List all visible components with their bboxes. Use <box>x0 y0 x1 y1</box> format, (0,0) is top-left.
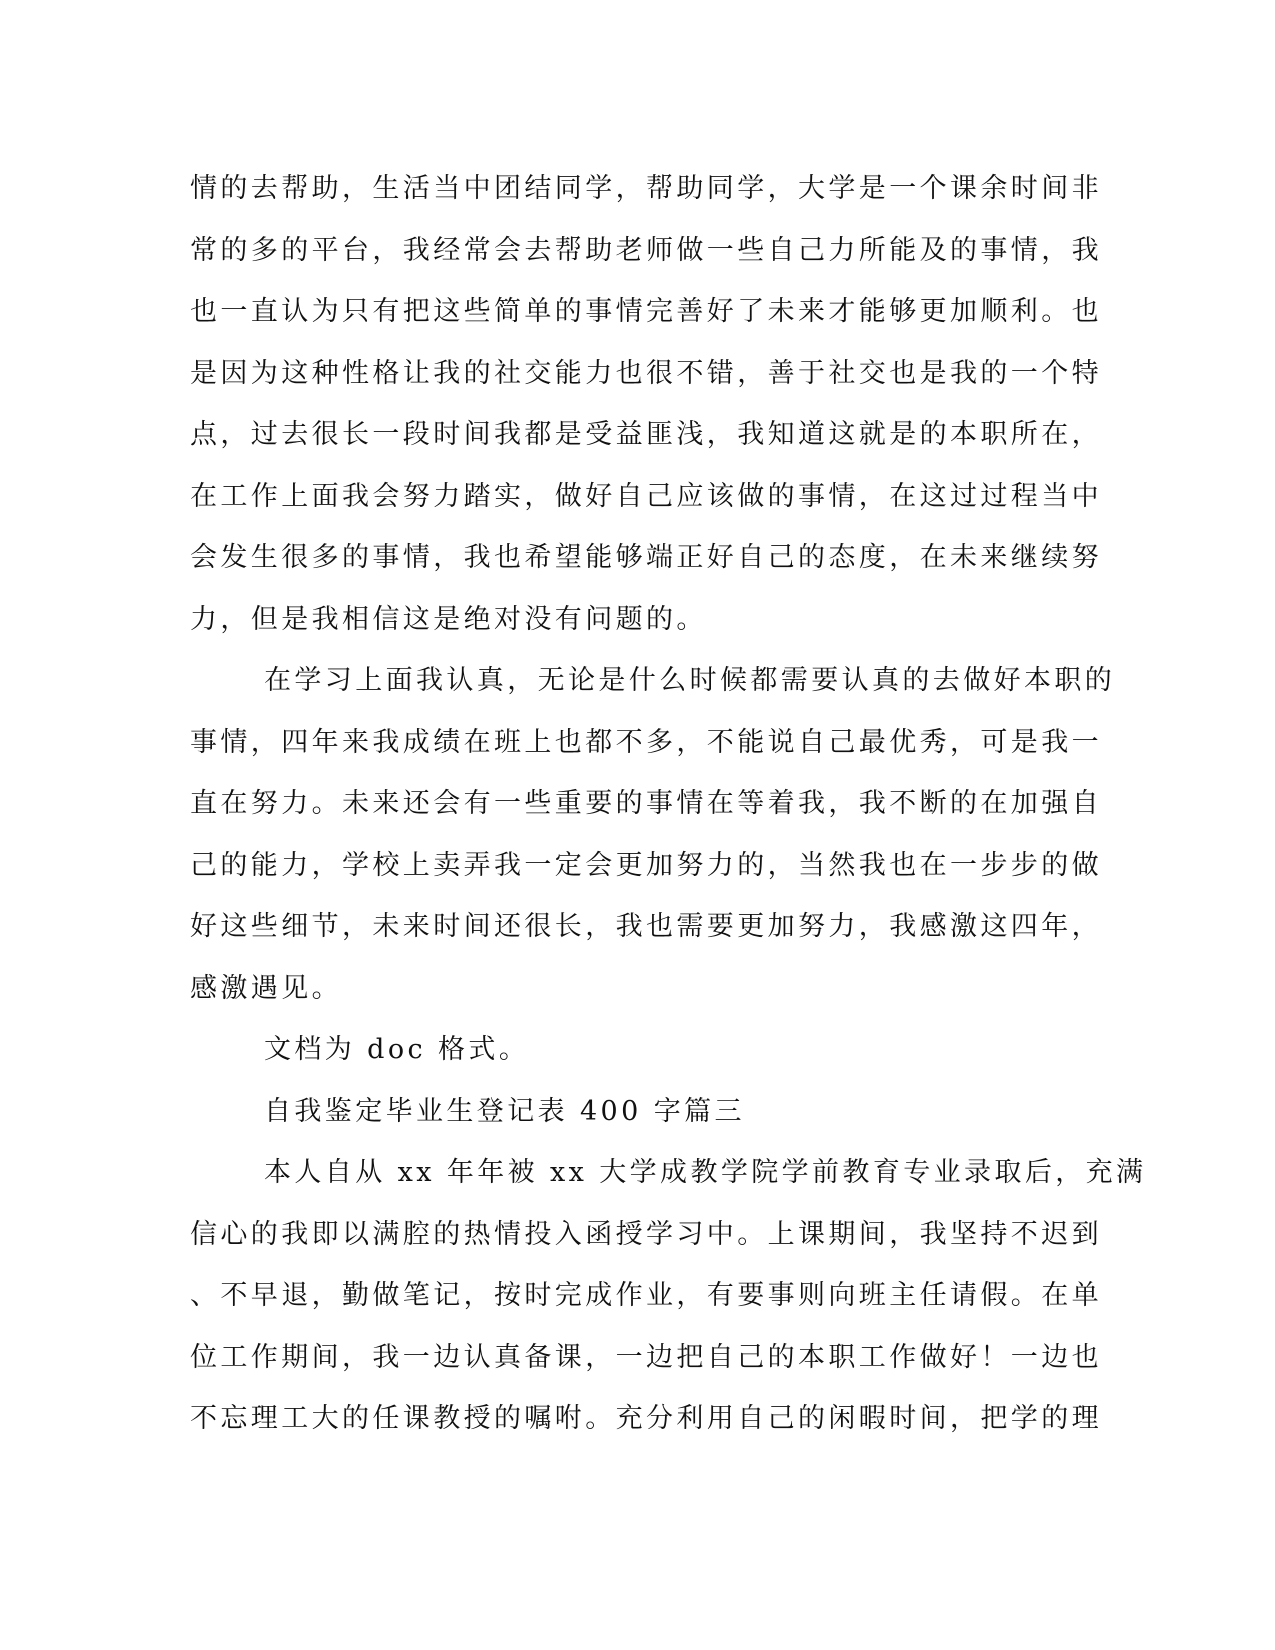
text-line: 也一直认为只有把这些简单的事情完善好了未来才能够更加顺利。也 <box>190 296 1102 327</box>
text-line: 在工作上面我会努力踏实，做好自己应该做的事情，在这过过程当中 <box>190 480 1102 512</box>
text-line: 事情，四年来我成绩在班上也都不多，不能说自己最优秀，可是我一 <box>190 726 1102 758</box>
section-heading: 自我鉴定毕业生登记表 400 字篇三 <box>264 1095 745 1127</box>
text-line: 是因为这种性格让我的社交能力也很不错，善于社交也是我的一个特 <box>190 357 1102 389</box>
text-line: 己的能力，学校上卖弄我一定会更加努力的，当然我也在一步步的做 <box>190 849 1102 881</box>
text-line: 感激遇见。 <box>190 972 342 1004</box>
text-line: 点，过去很长一段时间我都是受益匪浅，我知道这就是的本职所在， <box>190 419 1102 450</box>
text-line: 直在努力。未来还会有一些重要的事情在等着我，我不断的在加强自 <box>190 788 1102 819</box>
text-line: 位工作期间，我一边认真备课，一边把自己的本职工作做好！一边也 <box>190 1341 1102 1373</box>
text-line: 常的多的平台，我经常会去帮助老师做一些自己力所能及的事情，我 <box>190 234 1102 266</box>
text-line: 力，但是我相信这是绝对没有问题的。 <box>190 603 707 635</box>
document-body <box>190 158 1147 1450</box>
text-line: 会发生很多的事情，我也希望能够端正好自己的态度，在未来继续努 <box>190 542 1102 573</box>
format-note-line: 文档为 doc 格式。 <box>264 1034 530 1065</box>
text-line: 、不早退，勤做笔记，按时完成作业，有要事则向班主任请假。在单 <box>190 1280 1102 1311</box>
text-line: 情的去帮助，生活当中团结同学，帮助同学，大学是一个课余时间非 <box>190 173 1102 204</box>
text-line: 信心的我即以满腔的热情投入函授学习中。上课期间，我坚持不迟到 <box>190 1218 1102 1250</box>
text-line: 不忘理工大的任课教授的嘱咐。充分利用自己的闲暇时间，把学的理 <box>190 1403 1102 1434</box>
paragraph-start-line: 本人自从 xx 年年被 xx 大学成教学院学前教育专业录取后，充满 <box>264 1157 1147 1188</box>
text-line: 好这些细节，未来时间还很长，我也需要更加努力，我感激这四年， <box>190 911 1102 942</box>
paragraph-start-line: 在学习上面我认真，无论是什么时候都需要认真的去做好本职的 <box>264 665 1116 696</box>
